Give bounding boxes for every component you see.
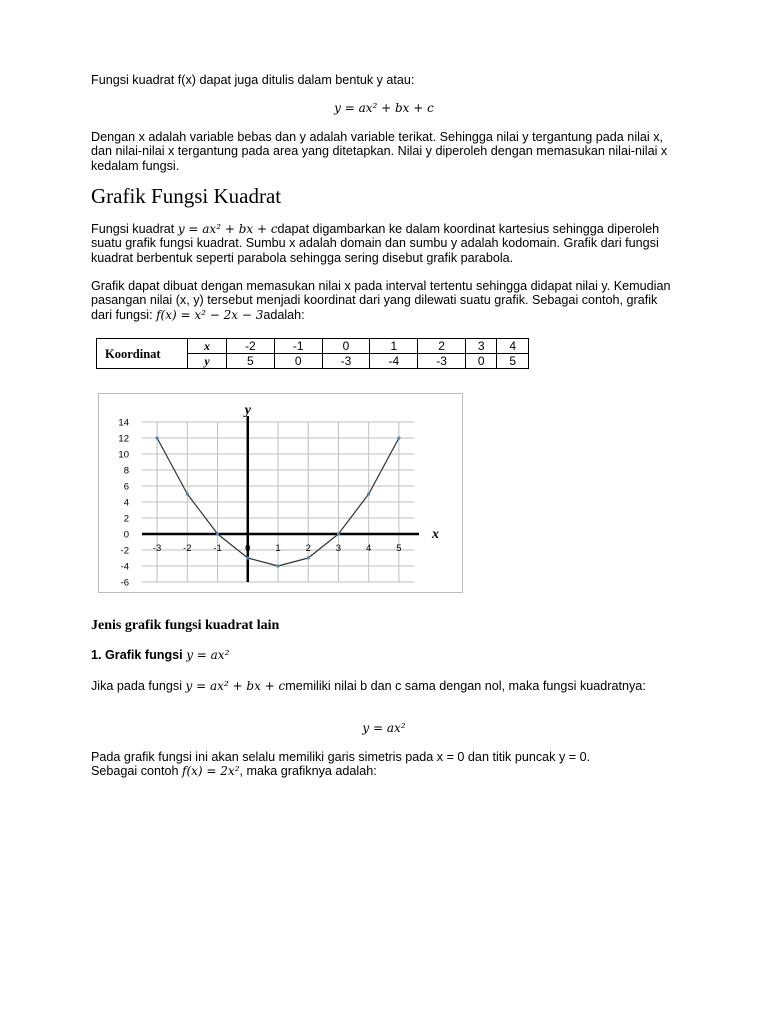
- example-text: Grafik dapat dibuat dengan memasukan nilai x pada interval tertentu sehingga didapat nilai y. Kemudian pasangan nilai (x, y) tersebut menjadi koordinat dari yang dilewati suatu grafik. Sebagai contoh, grafik dari fungsi:: [91, 279, 671, 322]
- table-label: Koordinat: [97, 339, 188, 369]
- data-point: [186, 492, 189, 495]
- table-cell: -3: [418, 354, 466, 369]
- table-cell: 0: [322, 339, 370, 354]
- graph-intro-continuation: dapat digambarkan ke dalam koordinat kartesius sehingga diperoleh suatu grafik fungsi kuadrat. Sumbu x adalah domain dan sumbu y adalah kodomain. Grafik dari fungsi kuadrat berbentuk seperti parabola sehingga sering disebut grafik parabola.: [91, 222, 660, 265]
- x-tick-label: 0: [245, 543, 251, 554]
- y-tick-label: -4: [120, 561, 129, 573]
- y-tick-label: 14: [118, 417, 129, 429]
- item1-title-text: 1. Grafik fungsi: [91, 648, 187, 662]
- parabola-chart: [98, 393, 463, 593]
- x-tick-label: 2: [305, 543, 311, 554]
- symmetry-example-after: , maka grafiknya adalah:: [239, 764, 377, 779]
- data-point: [216, 532, 219, 535]
- chart-canvas: [99, 394, 464, 594]
- data-point: [337, 532, 340, 535]
- y-tick-label: -2: [120, 545, 129, 557]
- y-tick-label: 8: [123, 465, 129, 477]
- y-tick-label: 12: [118, 433, 129, 445]
- table-cell: -3: [322, 354, 370, 369]
- table-cell: 0: [465, 354, 496, 369]
- y-axis-label: y: [244, 403, 251, 418]
- table-cell: 3: [465, 339, 496, 354]
- simple-function-paragraph: [91, 679, 676, 693]
- simple-function-equation: y = ax² + bx + c: [185, 679, 286, 693]
- graph-intro-text: Fungsi kuadrat: [91, 222, 178, 236]
- data-point: [397, 436, 400, 439]
- intro-paragraph: Fungsi kuadrat f(x) dapat juga ditulis dalam bentuk y atau:: [91, 73, 415, 87]
- table-cell: 4: [497, 339, 529, 354]
- simple-equation: y = ax²: [362, 721, 406, 735]
- subsection-title: Jenis grafik fungsi kuadrat lain: [91, 618, 280, 633]
- x-tick-label: -2: [183, 543, 192, 554]
- y-tick-label: 10: [118, 449, 129, 461]
- y-tick-label: 2: [123, 513, 129, 525]
- x-tick-label: 3: [335, 543, 342, 554]
- symmetry-example-text: Sebagai contoh: [91, 764, 183, 779]
- item1-equation: y = ax²: [186, 648, 230, 662]
- table-cell: -1: [274, 339, 322, 354]
- coordinate-table: [96, 338, 529, 369]
- x-tick-label: -1: [213, 543, 222, 554]
- table-x-label: x: [188, 339, 227, 354]
- data-point: [307, 556, 310, 559]
- data-point: [246, 556, 249, 559]
- table-cell: 0: [274, 354, 322, 369]
- data-point: [156, 436, 159, 439]
- x-axis-label: x: [432, 527, 439, 542]
- table-cell: 1: [370, 339, 418, 354]
- table-cell: -4: [370, 354, 418, 369]
- symmetry-paragraph: [91, 750, 676, 779]
- symmetry-text: Pada grafik fungsi ini akan selalu memiliki garis simetris pada x = 0 dan titik puncak y = 0.: [91, 750, 591, 764]
- x-tick-label: 5: [396, 543, 402, 554]
- x-tick-label: 4: [366, 543, 372, 554]
- table-y-label: y: [188, 354, 227, 369]
- item1-title: [91, 648, 229, 662]
- y-tick-label: 4: [123, 497, 129, 509]
- example-function: f(x) = x² − 2x − 3: [156, 307, 264, 322]
- graph-intro-paragraph: [91, 222, 676, 265]
- symmetry-example-equation: f(x) = 2x²: [182, 764, 240, 779]
- x-tick-label: 1: [275, 543, 281, 554]
- general-equation: y = ax² + bx + c: [334, 101, 434, 115]
- table-row: [97, 339, 529, 354]
- table-cell: 2: [418, 339, 466, 354]
- simple-function-text: Jika pada fungsi: [91, 679, 186, 693]
- simple-function-after: memiliki nilai b dan c sama dengan nol, maka fungsi kuadratnya:: [285, 679, 646, 693]
- data-point: [367, 492, 370, 495]
- y-tick-label: 0: [123, 529, 129, 541]
- data-point: [276, 564, 279, 567]
- y-tick-label: -6: [120, 577, 129, 589]
- description-paragraph: Dengan x adalah variable bebas dan y adalah variable terikat. Sehingga nilai y tergantung pada nilai x, dan nilai-nilai x tergantung pada area yang ditetapkan. Nilai y diperoleh dengan memasukan nilai-nilai x kedalam fungsi.: [91, 130, 668, 173]
- table-cell: 5: [227, 354, 275, 369]
- table-cell: 5: [497, 354, 529, 369]
- x-tick-label: -3: [152, 543, 162, 554]
- y-tick-label: 6: [123, 481, 129, 493]
- example-paragraph: [91, 279, 676, 322]
- graph-intro-equation: y = ax² + bx + c: [177, 222, 278, 236]
- section-title: Grafik Fungsi Kuadrat: [91, 184, 282, 208]
- example-after: adalah:: [263, 307, 305, 322]
- table-cell: -2: [227, 339, 275, 354]
